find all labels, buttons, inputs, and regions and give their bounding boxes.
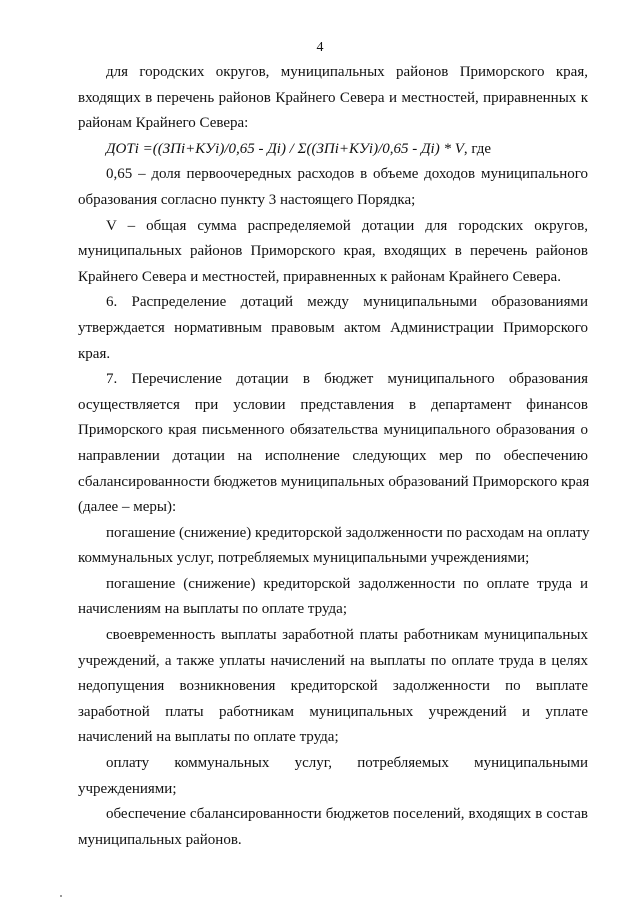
page-number: 4 [316,40,324,55]
text-line: своевременность выплаты заработной платы работникам муниципальных [106,627,588,644]
text-line: учреждениями; [78,780,177,797]
paragraph-p3 [78,214,588,291]
text-line: районам Крайнего Севера: [78,115,249,132]
text-line: V – общая сумма распределяемой дотации для городских округов, [106,217,588,234]
paragraph-p6 [78,521,588,572]
text-line: образования согласно пункту 3 настоящего Порядка; [78,191,416,208]
text-line: 6. Распределение дотаций между муниципальными образованиями [106,294,588,311]
text-line: направлении дотации на исполнение следующих мер по обеспечению [78,447,588,464]
text-line: учреждений, а также уплаты начислений на выплаты по оплате труда в целях [78,652,588,669]
paragraph-p7 [78,572,588,623]
text-line: Приморского края письменного обязательства муниципального образования о [78,422,588,439]
paragraph-p2 [78,162,588,213]
text-line: недопущения возникновения кредиторской задолженности по выплате [78,678,588,695]
paragraph-p5 [78,367,588,521]
text-line: погашение (снижение) кредиторской задолженности по расходам на оплату [106,524,590,541]
text-line: начислениям на выплаты по оплате труда; [78,601,347,618]
text-line: 7. Перечисление дотации в бюджет муниципального образования [106,371,588,388]
paragraph-p10 [78,802,588,853]
text-line: края. [78,345,111,362]
text-line: погашение (снижение) кредиторской задолженности по оплате труда и [106,575,588,592]
formula-tail: , где [463,140,492,157]
text-line: коммунальных услуг, потребляемых муниципальными учреждениями; [78,550,530,567]
paragraph-p1 [78,60,588,137]
formula [78,137,588,163]
text-line: муниципальных районов Приморского края, входящих в перечень районов [78,243,588,260]
paragraph-p9 [78,751,588,802]
formula-expression: ДОТi =((ЗПi+КУi)/0,65 - Дi) / Σ((ЗПi+КУi)/0,65 - Дi) * V [106,140,464,157]
text-line: обеспечение сбалансированности бюджетов поселений, входящих в состав [106,806,588,823]
text-line: осуществляется при условии представления в департамент финансов [78,396,588,413]
text-line: для городских округов, муниципальных районов Приморского края, [106,64,588,80]
text-line: сбалансированности бюджетов муниципальных образований Приморского края [78,473,590,490]
text-line: 0,65 – доля первоочередных расходов в объеме доходов муниципального [106,166,588,183]
text-line: утверждается нормативным правовым актом Администрации Приморского [78,319,588,336]
paragraph-p4 [78,290,588,367]
text-line: Крайнего Севера и местностей, приравненных к районам Крайнего Севера. [78,268,561,285]
text-line: входящих в перечень районов Крайнего Севера и местностей, приравненных к [78,89,588,106]
text-line: заработной платы работникам муниципальных учреждений и уплате [78,703,588,720]
text-line: муниципальных районов. [78,831,242,848]
text-line: начислений на выплаты по оплате труда; [78,729,339,746]
document-body [78,60,588,853]
text-line: (далее – меры): [78,499,177,516]
paragraph-p8 [78,623,588,751]
text-line: оплату коммунальных услуг, потребляемых муниципальными [106,755,588,772]
scan-artifact [60,895,62,897]
